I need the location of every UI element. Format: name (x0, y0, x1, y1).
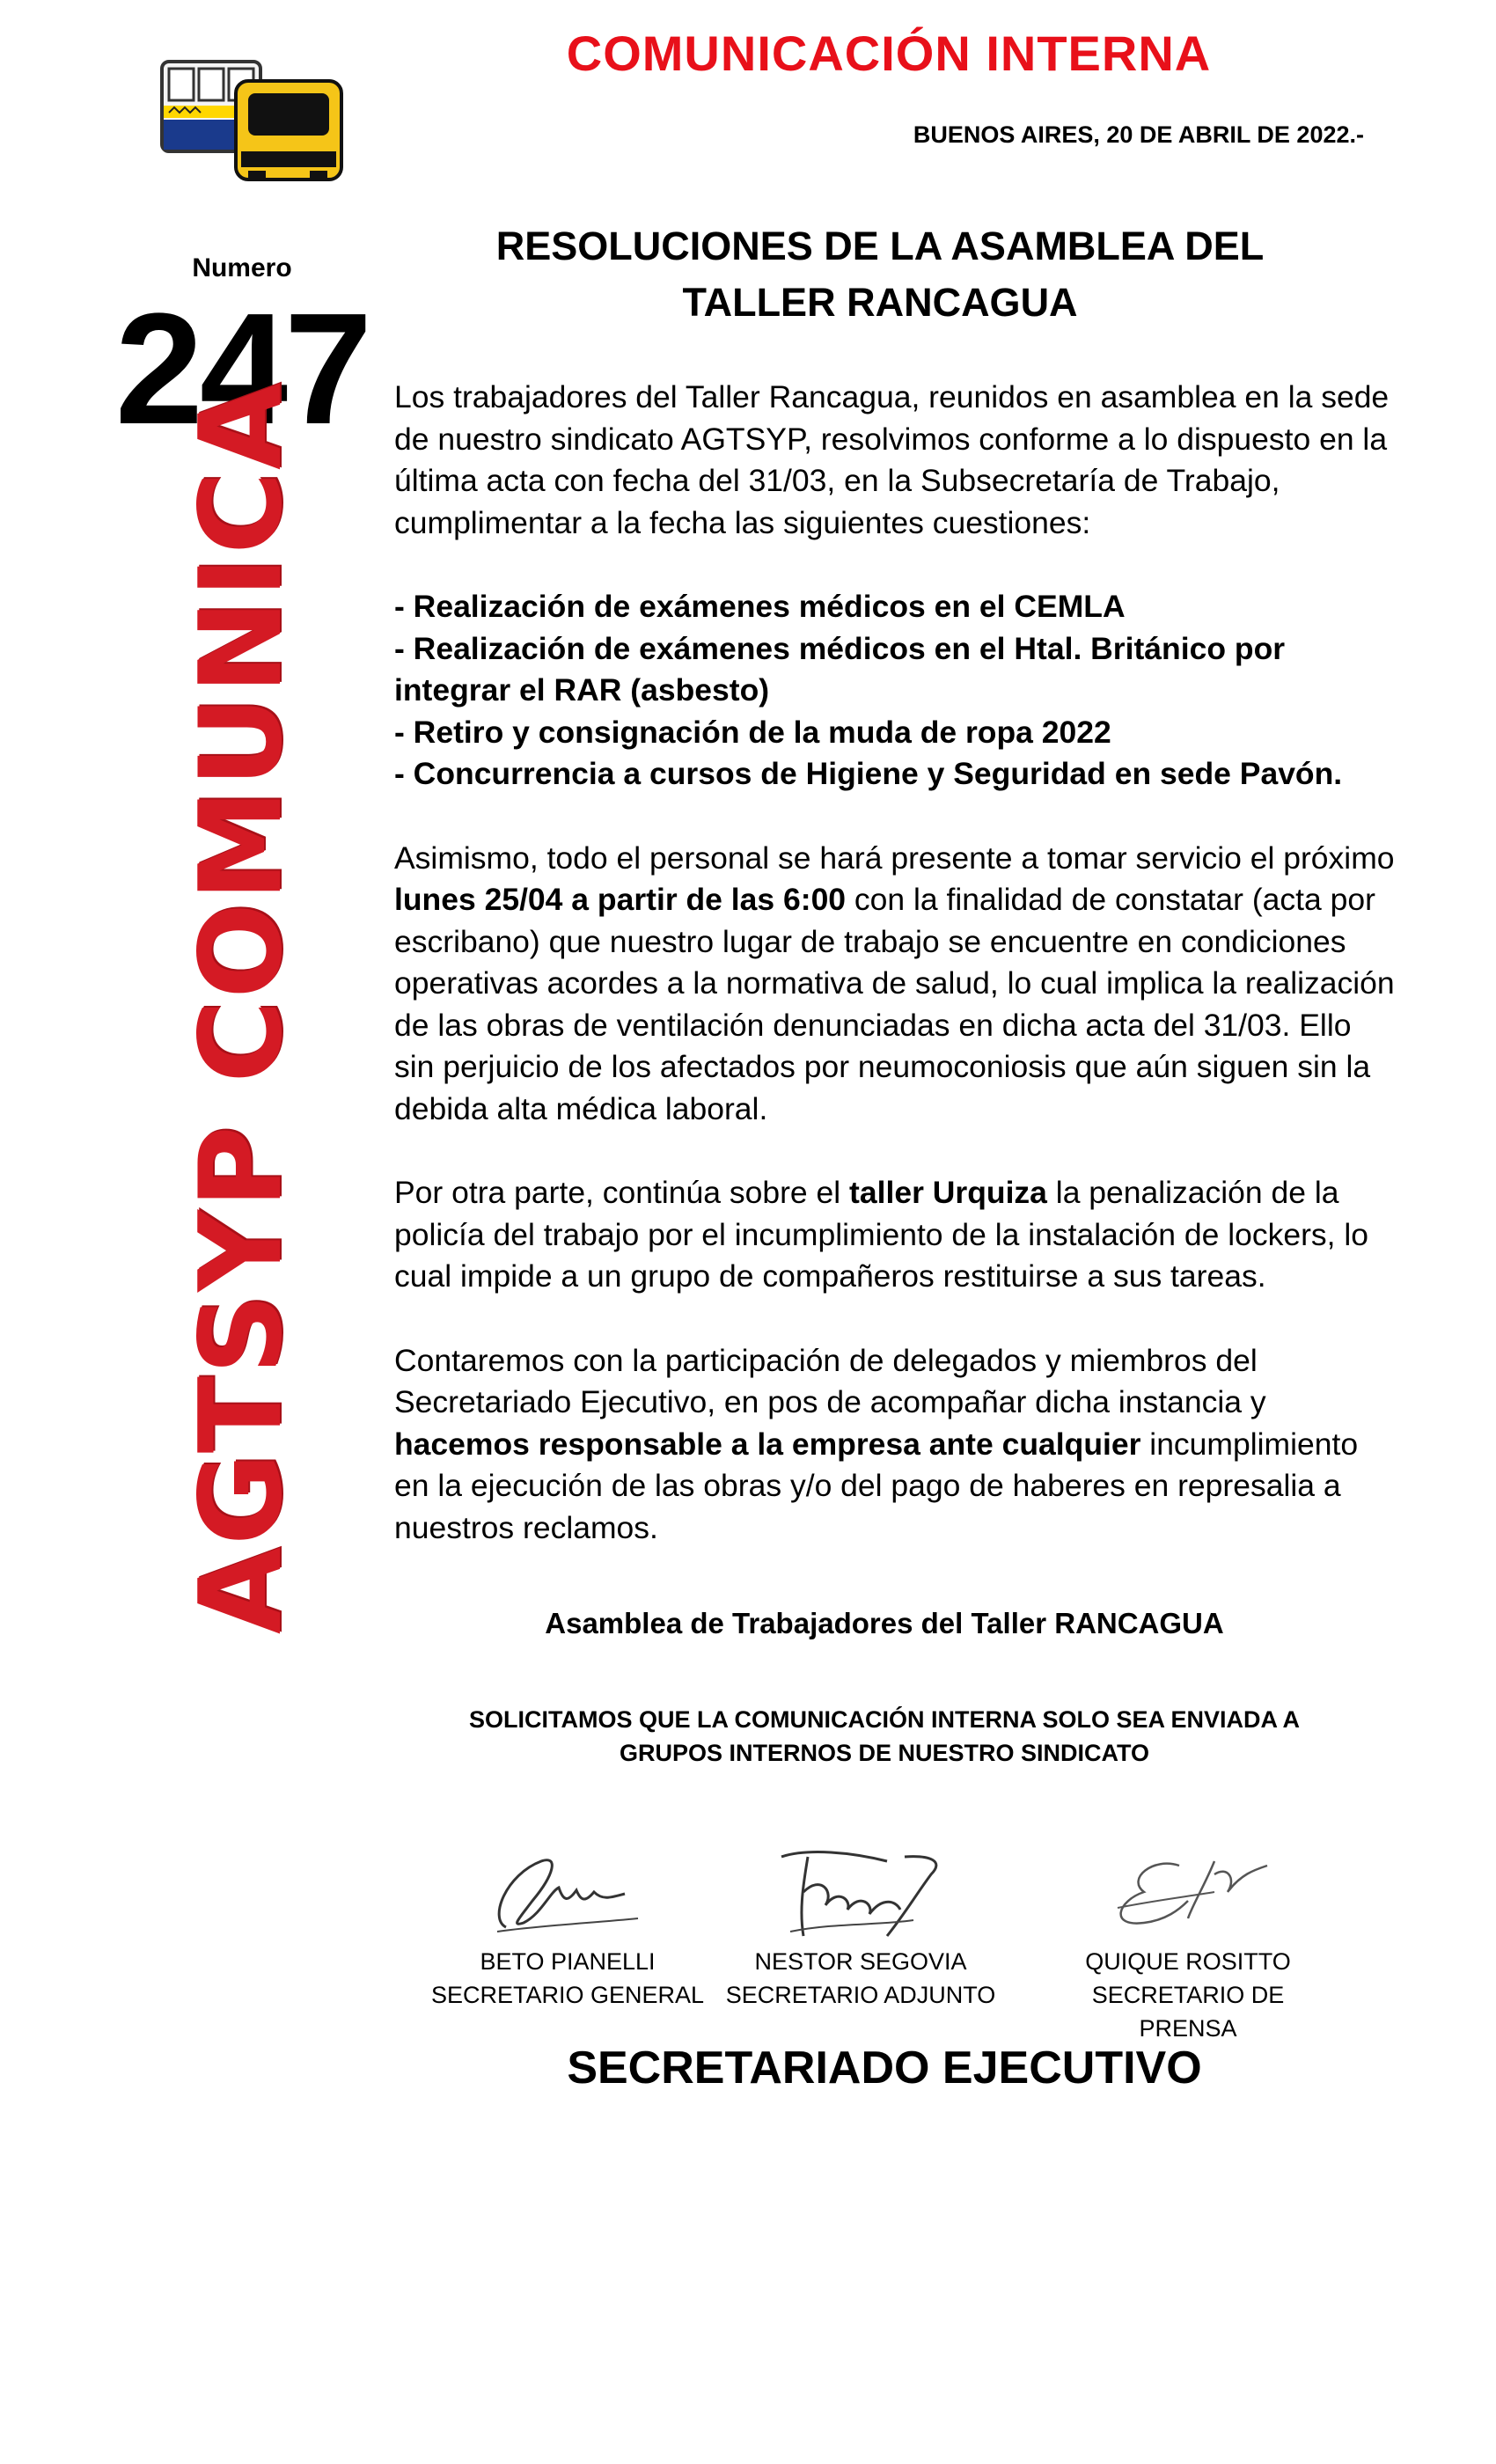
intro-paragraph: Los trabajadores del Taller Rancagua, reunidos en asamblea en la sede de nuestro sindicato AGTSYP, resolvimos conforme a lo dispuesto en la última acta con fecha del 31/03, en la Subsecretaría de Trabajo, cumplimentar a la fecha las siguientes cuestiones: (394, 379, 1390, 540)
request-line-2: GRUPOS INTERNOS DE NUESTRO SINDICATO (619, 1740, 1150, 1766)
paragraph-urquiza (394, 1172, 1397, 1298)
list-item: - Realización de exámenes médicos en el CEMLA (394, 589, 1126, 624)
distribution-request (396, 1703, 1373, 1770)
paragraph-delegates (394, 1340, 1397, 1550)
heading-line-1: RESOLUCIONES DE LA ASAMBLEA DEL (495, 224, 1265, 268)
handwritten-signature (1082, 1839, 1294, 1945)
handwritten-signature (755, 1839, 966, 1945)
text-run: Asimismo, todo el personal se hará presente a tomar servicio el próximo (394, 840, 1395, 876)
text-run: Por otra parte, continúa sobre el (394, 1175, 850, 1210)
document-body (394, 377, 1397, 1591)
bold-run: lunes 25/04 a partir de las 6:00 (394, 882, 847, 917)
union-banner (176, 380, 307, 1635)
text-run: Contaremos con la participación de delegados y miembros del Secretariado Ejecutivo, en pos de acompañar dicha instancia y (394, 1342, 1266, 1419)
signer-name: QUIQUE ROSITTO (1085, 1948, 1291, 1975)
issue-number-value: 247 (114, 281, 370, 458)
document-date: BUENOS AIRES, 20 DE ABRIL DE 2022.- (913, 121, 1364, 148)
list-item: - Realización de exámenes médicos en el Htal. Británico por integrar el RAR (asbesto) (394, 630, 1286, 708)
signer-role: SECRETARIO ADJUNTO (725, 1982, 996, 2008)
bold-run: taller Urquiza (849, 1175, 1047, 1210)
signer-role: SECRETARIO GENERAL (430, 1982, 705, 2008)
footer-title: SECRETARIADO EJECUTIVO (567, 2042, 1202, 2094)
text-run: incumplimiento en la ejecución de las obras y/o del pago de haberes en represalia a nuestros reclamos. (394, 1426, 1359, 1545)
list-item: - Concurrencia a cursos de Higiene y Seguridad en sede Pavón. (394, 756, 1343, 791)
signer-role: SECRETARIO DE PRENSA (1091, 1982, 1285, 2042)
handwritten-signature (471, 1839, 664, 1945)
document-title: COMUNICACIÓN INTERNA (566, 26, 1212, 81)
union-banner-text: AGTSYP COMUNICA (176, 380, 307, 1635)
assembly-signoff: Asamblea de Trabajadores del Taller RANCAGUA (545, 1607, 1224, 1639)
text-run: con la finalidad de constatar (acta por escribano) que nuestro lugar de trabajo se encuentre en condiciones operativas acordes a la normativa de salud, lo cual implica la realización de las obras de ventilación denunciadas en dicha acta del 31/03. Ello sin perjuicio de los afectados por neumoconiosis que aún siguen sin la debida alta médica laboral. (394, 882, 1395, 1126)
list-item: - Retiro y consignación de la muda de ropa 2022 (394, 714, 1111, 750)
signer-name: NESTOR SEGOVIA (754, 1948, 967, 1975)
request-line-1: SOLICITAMOS QUE LA COMUNICACIÓN INTERNA SOLO SEA ENVIADA A (468, 1706, 1300, 1733)
signer-name: BETO PIANELLI (480, 1948, 656, 1975)
signature-block (1047, 1839, 1329, 2045)
issue-number-label: Numero (192, 253, 292, 282)
heading-line-2: TALLER RANCAGUA (682, 280, 1078, 325)
text-run: la penalización de la policía del trabajo por el incumplimiento de la instalación de lockers, lo cual impide a un grupo de compañeros restituirse a sus tareas. (394, 1175, 1369, 1294)
bold-run: hacemos responsable a la empresa ante cualquier (394, 1426, 1141, 1462)
signature-block (427, 1839, 708, 2012)
signature-block (720, 1839, 1001, 2012)
resolutions-list (394, 586, 1397, 796)
document-heading (396, 218, 1364, 331)
paragraph-service (394, 838, 1397, 1131)
train-logo-icon (160, 55, 345, 187)
